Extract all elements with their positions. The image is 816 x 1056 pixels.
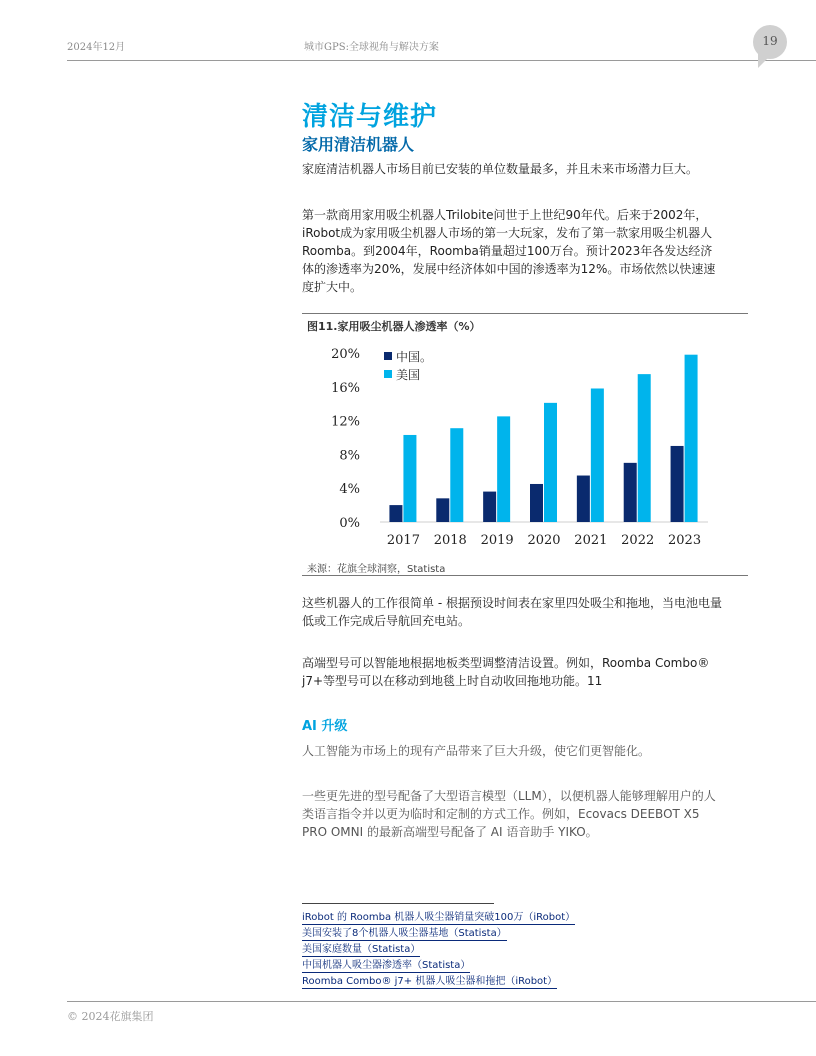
ai-paragraph-2: 一些更先进的型号配备了大型语言模型（LLM），以便机器人能够理解用户的人类语言指令并以更为临时和定制的方式工作。例如，Ecovacs DEEBOT X5 PRO OMNI 的最新高端型号配备了 AI 语音助手 YIKO。	[302, 789, 716, 839]
bar-usa	[591, 388, 604, 522]
bar-usa	[497, 416, 510, 522]
bar-china	[436, 498, 449, 522]
bar-china	[671, 446, 684, 522]
chart-bottom-rule	[302, 575, 748, 576]
y-tick-label: 12%	[331, 414, 360, 430]
ai-paragraph-1: 人工智能为市场上的现有产品带来了巨大升级，使它们更智能化。	[302, 744, 651, 758]
bar-china	[389, 505, 402, 522]
y-tick-label: 8%	[339, 448, 360, 464]
header-doc-title: 城市GPS:全球视角与解决方案	[304, 42, 439, 53]
footnote-link[interactable]: 美国家庭数量（Statista）	[302, 944, 421, 955]
y-tick-label: 16%	[331, 380, 360, 396]
work-paragraph: 这些机器人的工作很简单 - 根据预设时间表在家里四处吸尘和拖地，当电池电量低或工作完成后导航回充电站。	[302, 596, 722, 628]
chart-title: 图11.家用吸尘机器人渗透率（%）	[307, 320, 481, 333]
footnote-link[interactable]: 美国安装了8个机器人吸尘器基地（Statista）	[302, 928, 507, 939]
page-number: 19	[762, 34, 778, 48]
bar-usa	[544, 403, 557, 522]
bar-usa	[638, 374, 651, 522]
x-tick-label: 2023	[668, 533, 702, 548]
penetration-bar-chart	[302, 336, 722, 558]
section-title: 清洁与维护	[302, 102, 438, 132]
header-rule	[67, 60, 816, 61]
bar-china	[624, 463, 637, 522]
x-tick-label: 2021	[574, 533, 608, 548]
bar-usa	[685, 355, 698, 522]
footnote-link[interactable]: Roomba Combo® j7+ 机器人吸尘器和拖把（iRobot）	[302, 976, 558, 987]
bar-china	[483, 492, 496, 522]
history-paragraph: 第一款商用家用吸尘机器人Trilobite问世于上世纪90年代。后来于2002年，iRobot成为家用吸尘机器人市场的第一大玩家，发布了第一款家用吸尘机器人Roomba。到2004年，Roomba销量超过100万台。预计2023年各发达经济体的渗透率为20%，发展中经济体如中国的渗透率为12%。市场依然以快速速度扩大中。	[302, 208, 716, 294]
section-subtitle: 家用清洁机器人	[302, 135, 415, 154]
x-tick-label: 2017	[386, 533, 420, 548]
chart-top-rule	[302, 313, 748, 314]
footer-rule	[67, 1001, 816, 1002]
footer-copyright: © 2024花旗集团	[67, 1010, 154, 1023]
y-tick-label: 20%	[331, 347, 360, 362]
footnote-rule	[302, 903, 494, 904]
y-tick-label: 4%	[339, 482, 360, 498]
legend-swatch	[384, 370, 392, 378]
legend-swatch	[384, 352, 392, 360]
x-tick-label: 2022	[621, 533, 655, 548]
x-tick-label: 2020	[527, 533, 561, 548]
ai-section-heading: AI 升级	[302, 719, 348, 734]
x-tick-label: 2018	[433, 533, 467, 548]
footnote-link[interactable]: 中国机器人吸尘器渗透率（Statista）	[302, 960, 471, 971]
bar-usa	[403, 435, 416, 522]
header-date: 2024年12月	[67, 42, 126, 53]
y-tick-label: 0%	[339, 516, 360, 531]
legend-label: 中国。	[396, 350, 433, 364]
legend-label: 美国	[396, 368, 421, 382]
footnote-link[interactable]: iRobot 的 Roomba 机器人吸尘器销量突破100万（iRobot）	[302, 912, 576, 923]
bar-usa	[450, 428, 463, 522]
x-tick-label: 2019	[480, 533, 514, 548]
bar-china	[577, 476, 590, 522]
bar-china	[530, 484, 543, 522]
chart-source: 来源：花旗全球洞察，Statista	[307, 564, 446, 575]
intro-paragraph: 家庭清洁机器人市场目前已安装的单位数量最多，并且未来市场潜力巨大。	[302, 162, 699, 176]
premium-paragraph: 高端型号可以智能地根据地板类型调整清洁设置。例如，Roomba Combo® j7+等型号可以在移动到地毯上时自动收回拖地功能。11	[302, 656, 710, 688]
